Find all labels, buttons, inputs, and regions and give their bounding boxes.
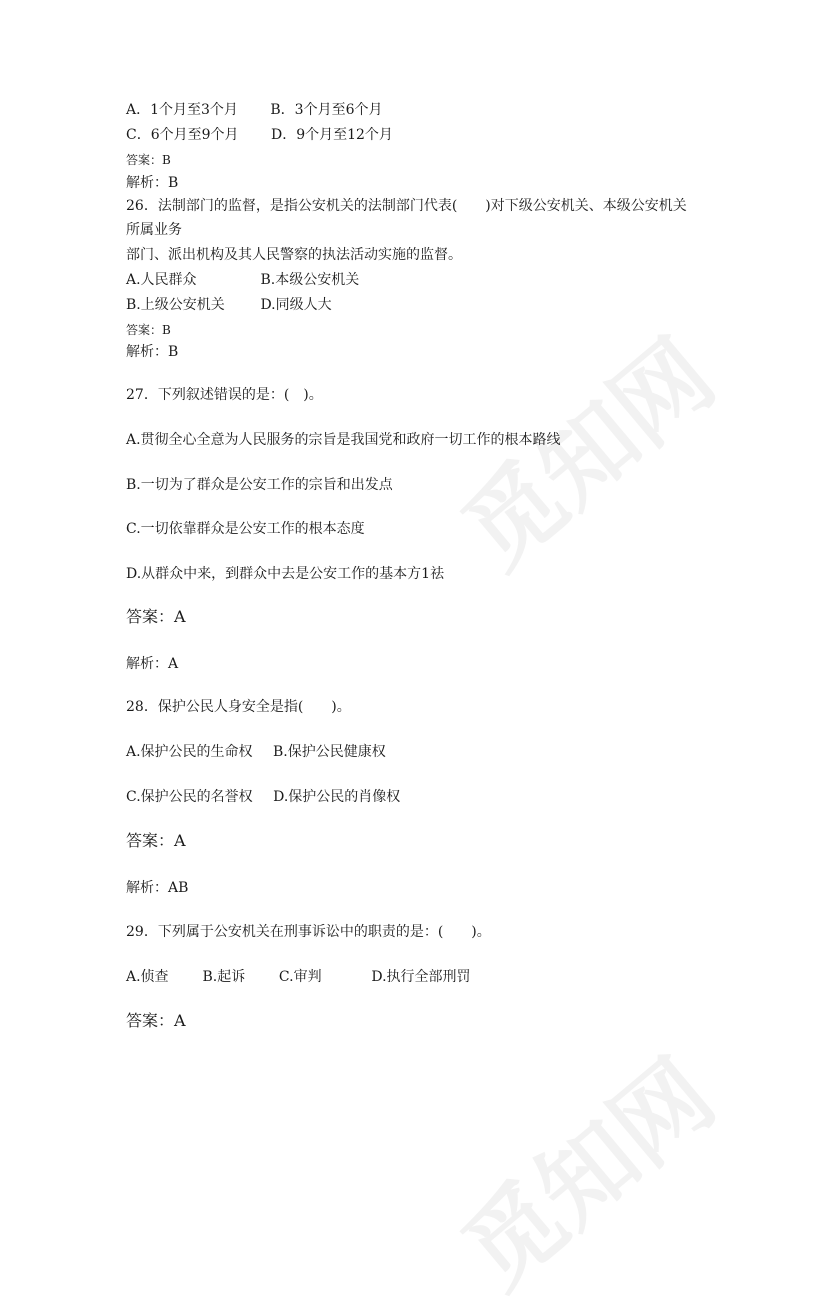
- q26-option-b: B.本级公安机关: [260, 272, 360, 288]
- q25-analysis: 解析：B: [126, 175, 179, 191]
- q26-option-d: D.同级人大: [260, 297, 332, 313]
- q27-answer: 答案：A: [126, 607, 186, 626]
- watermark: 觅知网: [442, 1038, 736, 1310]
- q27-analysis: 解析：A: [126, 656, 179, 672]
- q26-answer: 答案：B: [126, 323, 171, 337]
- q28-stem: 28．保护公民人身安全是指( )。: [126, 699, 351, 715]
- q26-option-c: B.上级公安机关: [126, 297, 225, 313]
- q29-option-b: B.起诉: [202, 969, 246, 985]
- q27-option-a: A.贯彻全心全意为人民服务的宗旨是我国党和政府一切工作的根本路线: [126, 432, 561, 448]
- q25-option-a: A．1个月至3个月: [126, 102, 238, 118]
- q28-option-c: C.保护公民的名誉权: [126, 789, 253, 805]
- q26-options-row-2: [126, 296, 332, 314]
- q29-option-c: C.审判: [278, 969, 322, 985]
- q28-option-a: A.保护公民的生命权: [126, 744, 253, 760]
- q29-answer: 答案：A: [126, 1011, 186, 1030]
- q28-options-row-1: [126, 743, 386, 761]
- q28-option-b: B.保护公民健康权: [273, 744, 386, 760]
- q26-option-a: A.人民群众: [126, 272, 197, 288]
- q25-option-b: B．3个月至6个月: [270, 102, 383, 118]
- q25-option-d: D．9个月至12个月: [270, 127, 393, 143]
- q29-stem: 29．下列属于公安机关在刑事诉讼中的职责的是：( )。: [126, 924, 491, 940]
- q25-options-row-2: [126, 126, 393, 144]
- q25-option-c: C．6个月至9个月: [126, 127, 239, 143]
- q29-option-d: D.执行全部刑罚: [371, 969, 471, 985]
- q28-answer: 答案：A: [126, 831, 186, 850]
- q28-option-d: D.保护公民的肖像权: [273, 789, 401, 805]
- q27-stem: 27．下列叙述错误的是：( )。: [126, 387, 323, 403]
- q27-option-d: D.从群众中来，到群众中去是公安工作的基本方1祛: [126, 566, 445, 582]
- q27-option-c: C.一切依靠群众是公安工作的根本态度: [126, 521, 365, 537]
- q29-options-row: [126, 968, 471, 986]
- q25-answer: 答案：B: [126, 153, 171, 167]
- q26-stem-cont: 部门、派出机构及其人民警察的执法活动实施的监督。: [126, 247, 462, 263]
- q25-options-row-1: [126, 101, 383, 119]
- q26-stem: 26．法制部门的监督，是指公安机关的法制部门代表( )对下级公安机关、本级公安机关: [126, 198, 687, 214]
- q28-options-row-2: [126, 788, 400, 806]
- q29-option-a: A.侦查: [126, 969, 169, 985]
- q27-option-b: B.一切为了群众是公安工作的宗旨和出发点: [126, 477, 393, 493]
- watermark: 觅知网: [442, 318, 736, 590]
- q26-analysis: 解析：B: [126, 344, 179, 360]
- q26-options-row-1: [126, 271, 359, 289]
- q26-stem-cont: 所属业务: [126, 222, 182, 238]
- q28-analysis: 解析：AB: [126, 880, 189, 896]
